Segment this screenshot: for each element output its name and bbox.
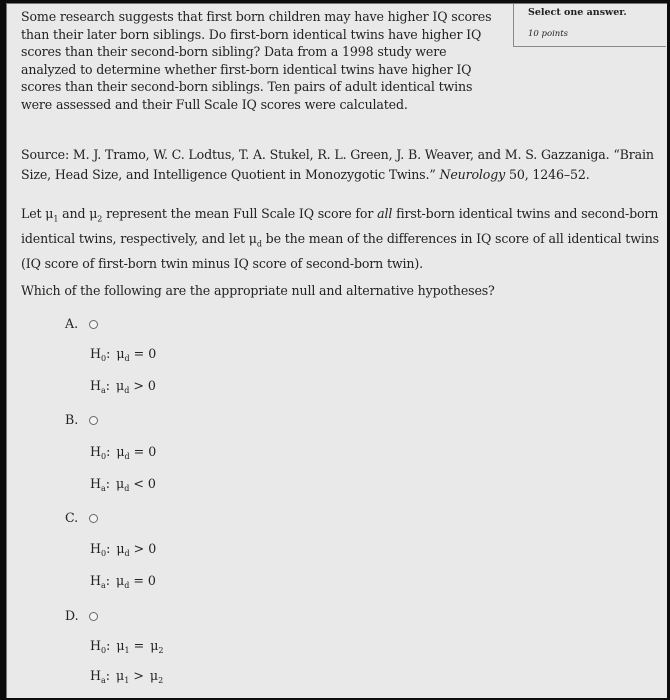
option-c-null-hypothesis: $H_0$: $\mu_d > 0$ [90,541,157,558]
option-a-null-hypothesis: $H_0$: $\mu_d = 0$ [90,346,157,363]
option-d-radio[interactable] [89,612,98,621]
option-d-letter: D. [65,608,79,623]
option-a-letter: A. [65,316,79,331]
question-text: Some research suggests that first born children may have higher IQ scores than their later born siblings. Do first-born identical twins have higher IQ scores than their second-born sibling? Data from a 1998 study were analyzed to determine whether first-born identical twins have higher IQ scores than their second-born siblings. Ten pairs of adult identical twins were assessed and their Full Scale IQ scores were calculated. [21,9,492,112]
variable-definition: Let $\mu_1$ and $\mu_2$ represent the mean Full Scale IQ score for all first-born identical twins and second-born identical twins, respectively, and let $\mu_d$ be the mean of the differences in IQ score of all identical twins (IQ score of first-born twin minus IQ score of second-born twin). [21,206,659,272]
option-b-alt-hypothesis: $H_a$: $\mu_d < 0$ [90,476,156,493]
option-a-alt-hypothesis: $H_a$: $\mu_d > 0$ [90,378,156,395]
option-a-radio[interactable] [89,320,98,329]
option-b-null-hypothesis: $H_0$: $\mu_d = 0$ [90,444,157,461]
option-d-alt-hypothesis: $H_a$: $\mu_1 > \mu_2$ [90,668,164,685]
select-one-label: Select one answer. [528,7,627,18]
option-b-letter: B. [65,412,79,427]
option-b-radio[interactable] [89,416,98,425]
source-citation: Source: M. J. Tramo, W. C. Lodtus, T. A. Stukel, R. L. Green, J. B. Weaver, and M. S. Gazzaniga. “Brain Size, Head Size, and Intelligence Quotient in Monozygotic Twins.” Neurology 50, 1246–52. [21,147,654,182]
question-prompt: Which of the following are the appropriate null and alternative hypotheses? [21,283,495,298]
option-c-radio[interactable] [89,514,98,523]
answer-instructions [513,4,666,47]
option-d-null-hypothesis: $H_0$: $\mu_1 = \mu_2$ [90,638,164,655]
option-c-alt-hypothesis: $H_a$: $\mu_d = 0$ [90,573,156,590]
journal-name: Neurology [439,166,506,182]
question-panel [6,3,667,698]
option-c-letter: C. [65,510,79,525]
points-label: 10 points [528,29,569,39]
